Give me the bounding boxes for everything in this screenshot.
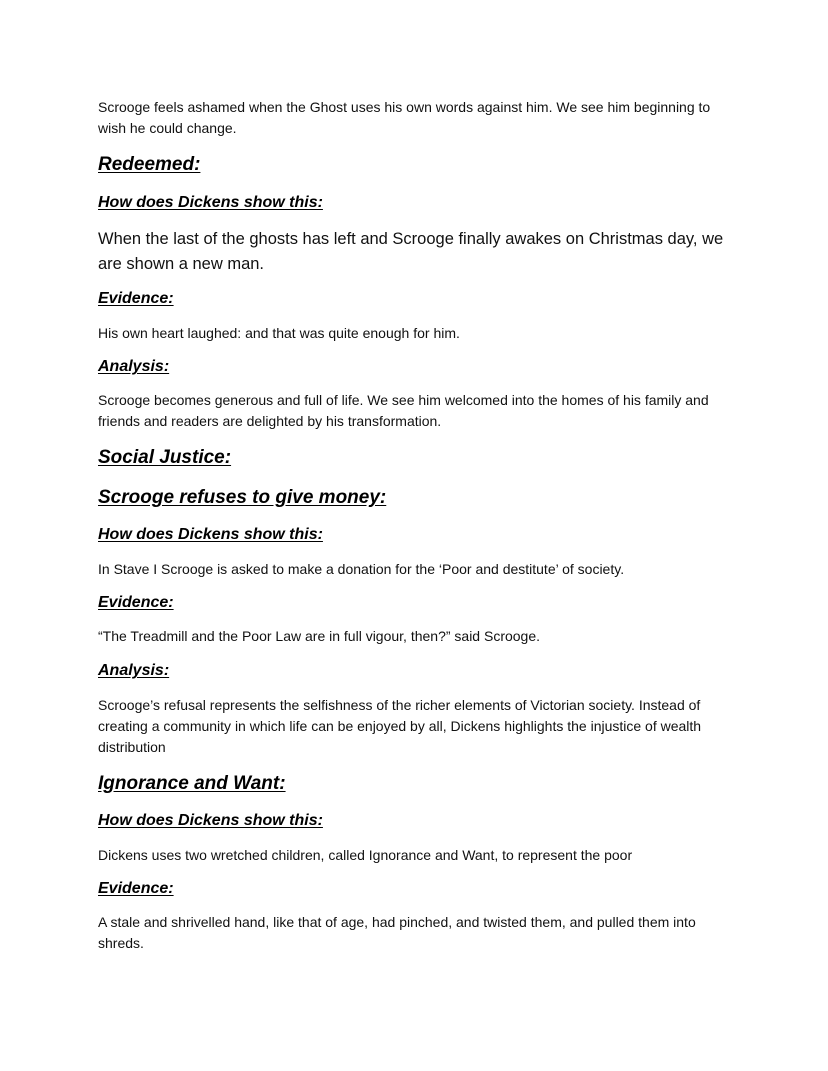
redeemed-analysis-label: Analysis: (98, 358, 170, 375)
social-evidence-label: Evidence: (98, 594, 174, 611)
ignorance-how-paragraph: Dickens uses two wretched children, called Ignorance and Want, to represent the poor (98, 847, 633, 863)
scrooge-refuses-heading: Scrooge refuses to give money: (98, 487, 387, 508)
redeemed-evidence-label: Evidence: (98, 290, 174, 307)
redeemed-how-label: How does Dickens show this: (98, 194, 323, 211)
social-analysis-paragraph: Scrooge’s refusal represents the selfishness of the richer elements of Victorian society. Instead of creating a community in which life can be enjoyed by all, Dickens highlights the injustice of wealth distribution (98, 697, 702, 755)
social-justice-heading: Social Justice: (98, 447, 232, 468)
ignorance-evidence-label: Evidence: (98, 880, 174, 897)
redeemed-how-paragraph: When the last of the ghosts has left and Scrooge finally awakes on Christmas day, we are shown a new man. (98, 230, 724, 273)
ignorance-want-heading: Ignorance and Want: (98, 773, 286, 794)
social-analysis-label: Analysis: (98, 662, 170, 679)
ignorance-how-label: How does Dickens show this: (98, 812, 323, 829)
social-evidence-paragraph: “The Treadmill and the Poor Law are in full vigour, then?” said Scrooge. (98, 628, 541, 644)
social-how-label: How does Dickens show this: (98, 526, 323, 543)
redeemed-heading: Redeemed: (98, 154, 201, 175)
intro-paragraph: Scrooge feels ashamed when the Ghost uses his own words against him. We see him beginning to wish he could change. (98, 99, 711, 136)
social-how-paragraph: In Stave I Scrooge is asked to make a donation for the ‘Poor and destitute’ of society. (98, 561, 625, 577)
ignorance-evidence-paragraph: A stale and shrivelled hand, like that of age, had pinched, and twisted them, and pulled them into shreds. (98, 914, 696, 951)
redeemed-analysis-paragraph: Scrooge becomes generous and full of life. We see him welcomed into the homes of his family and friends and readers are delighted by his transformation. (98, 392, 709, 429)
redeemed-evidence-paragraph: His own heart laughed: and that was quite enough for him. (98, 325, 460, 341)
